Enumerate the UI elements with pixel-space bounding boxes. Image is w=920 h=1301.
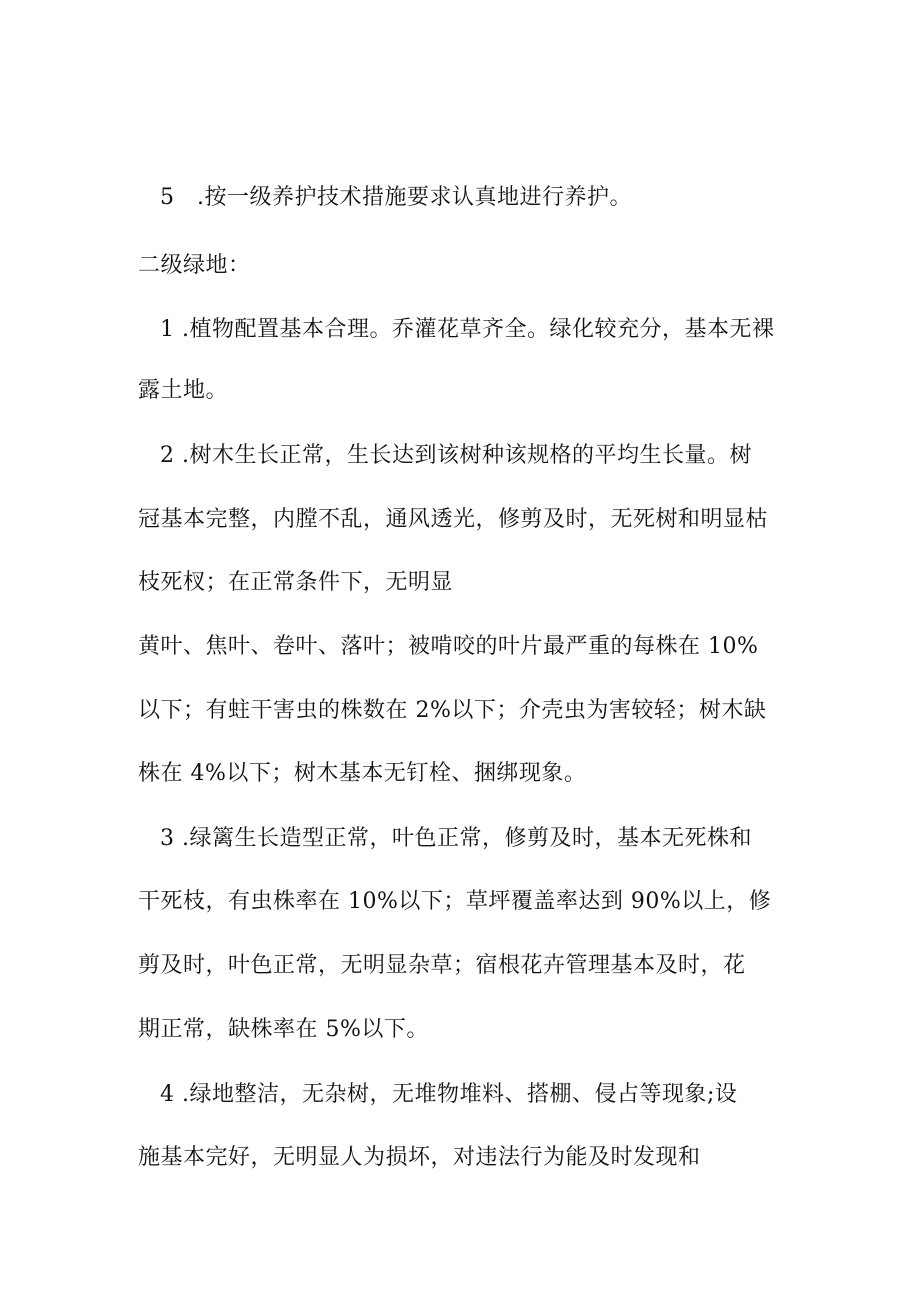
text-line-13: 剪及时，叶色正常，无明显杂草；宿根花卉管理基本及时，花 — [138, 953, 746, 978]
text-line-3: 1 .植物配置基本合理。乔灌花草齐全。绿化较充分，基本无裸 — [160, 317, 775, 342]
text-line-10: 株在 4%以下；树木基本无钉栓、捆绑现象。 — [138, 761, 587, 786]
text-line-15: 4 .绿地整洁，无杂树，无堆物堆料、搭棚、侵占等现象;设 — [160, 1082, 738, 1107]
text-line-6: 冠基本完整，内膛不乱，通风透光，修剪及时，无死树和明显枯 — [138, 507, 769, 532]
text-line-11: 3 .绿篱生长造型正常，叶色正常，修剪及时，基本无死株和 — [160, 826, 752, 851]
text-line-7: 枝死杈；在正常条件下，无明显 — [138, 570, 454, 595]
text-line-2: 二级绿地： — [138, 253, 251, 278]
text-line-1: 5 .按一级养护技术措施要求认真地进行养护。 — [160, 185, 632, 210]
text-line-4: 露土地。 — [138, 378, 229, 403]
text-line-9: 以下；有蛀干害虫的株数在 2%以下；介壳虫为害较轻；树木缺 — [138, 698, 767, 723]
text-line-8: 黄叶、焦叶、卷叶、落叶；被啃咬的叶片最严重的每株在 10% — [138, 634, 759, 659]
text-line-14: 期正常，缺株率在 5%以下。 — [138, 1017, 429, 1042]
text-line-5: 2 .树木生长正常，生长达到该树种该规格的平均生长量。树 — [160, 443, 752, 468]
text-line-12: 干死枝，有虫株率在 10%以下；草坪覆盖率达到 90%以上，修 — [138, 889, 772, 914]
text-line-16: 施基本完好，无明显人为损坏，对违法行为能及时发现和 — [138, 1145, 701, 1170]
